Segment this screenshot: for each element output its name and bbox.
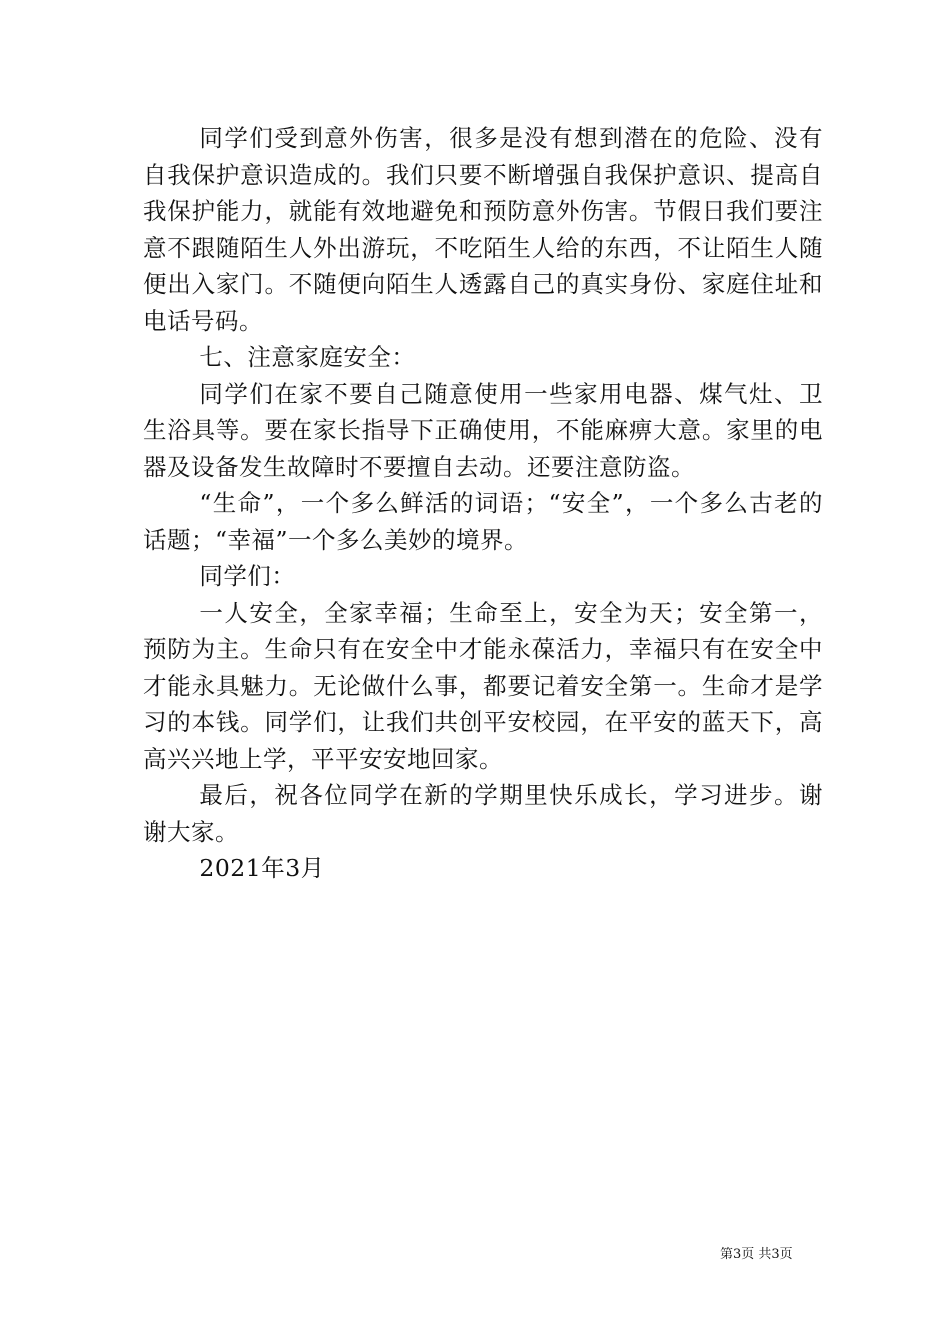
paragraph-life-safety-happiness: “生命”，一个多么鲜活的词语；“安全”，一个多么古老的话题；“幸福”一个多么美妙的境界。 bbox=[143, 489, 823, 554]
paragraph-closing-wishes: 最后，祝各位同学在新的学期里快乐成长，学习进步。谢谢大家。 bbox=[143, 781, 823, 846]
paragraph-self-protection: 同学们受到意外伤害，很多是没有想到潜在的危险、没有自我保护意识造成的。我们只要不断增强自我保护意识、提高自我保护能力，就能有效地避免和预防意外伤害。节假日我们要注意不跟随陌生人外出游玩，不吃陌生人给的东西，不让陌生人随便出入家门。不随便向陌生人透露自己的真实身份、家庭住址和电话号码。 bbox=[143, 124, 823, 335]
document-body bbox=[143, 120, 823, 887]
paragraph-date: 2021年3月 bbox=[199, 854, 325, 882]
section-heading-home-safety: 七、注意家庭安全： bbox=[199, 343, 416, 371]
paragraph-home-appliances: 同学们在家不要自己随意使用一些家用电器、煤气灶、卫生浴具等。要在家长指导下正确使用，不能麻痹大意。家里的电器及设备发生故障时不要擅自去动。还要注意防盗。 bbox=[143, 379, 823, 481]
paragraph-salutation: 同学们： bbox=[199, 562, 296, 590]
page-number-footer: 第3页 共3页 bbox=[720, 1247, 793, 1262]
paragraph-safety-first: 一人安全，全家幸福；生命至上，安全为天；安全第一，预防为主。生命只有在安全中才能永葆活力，幸福只有在安全中才能永具魅力。无论做什么事，都要记着安全第一。生命才是学习的本钱。同学们，让我们共创平安校园，在平安的蓝天下，高高兴兴地上学，平平安安地回家。 bbox=[143, 598, 823, 773]
